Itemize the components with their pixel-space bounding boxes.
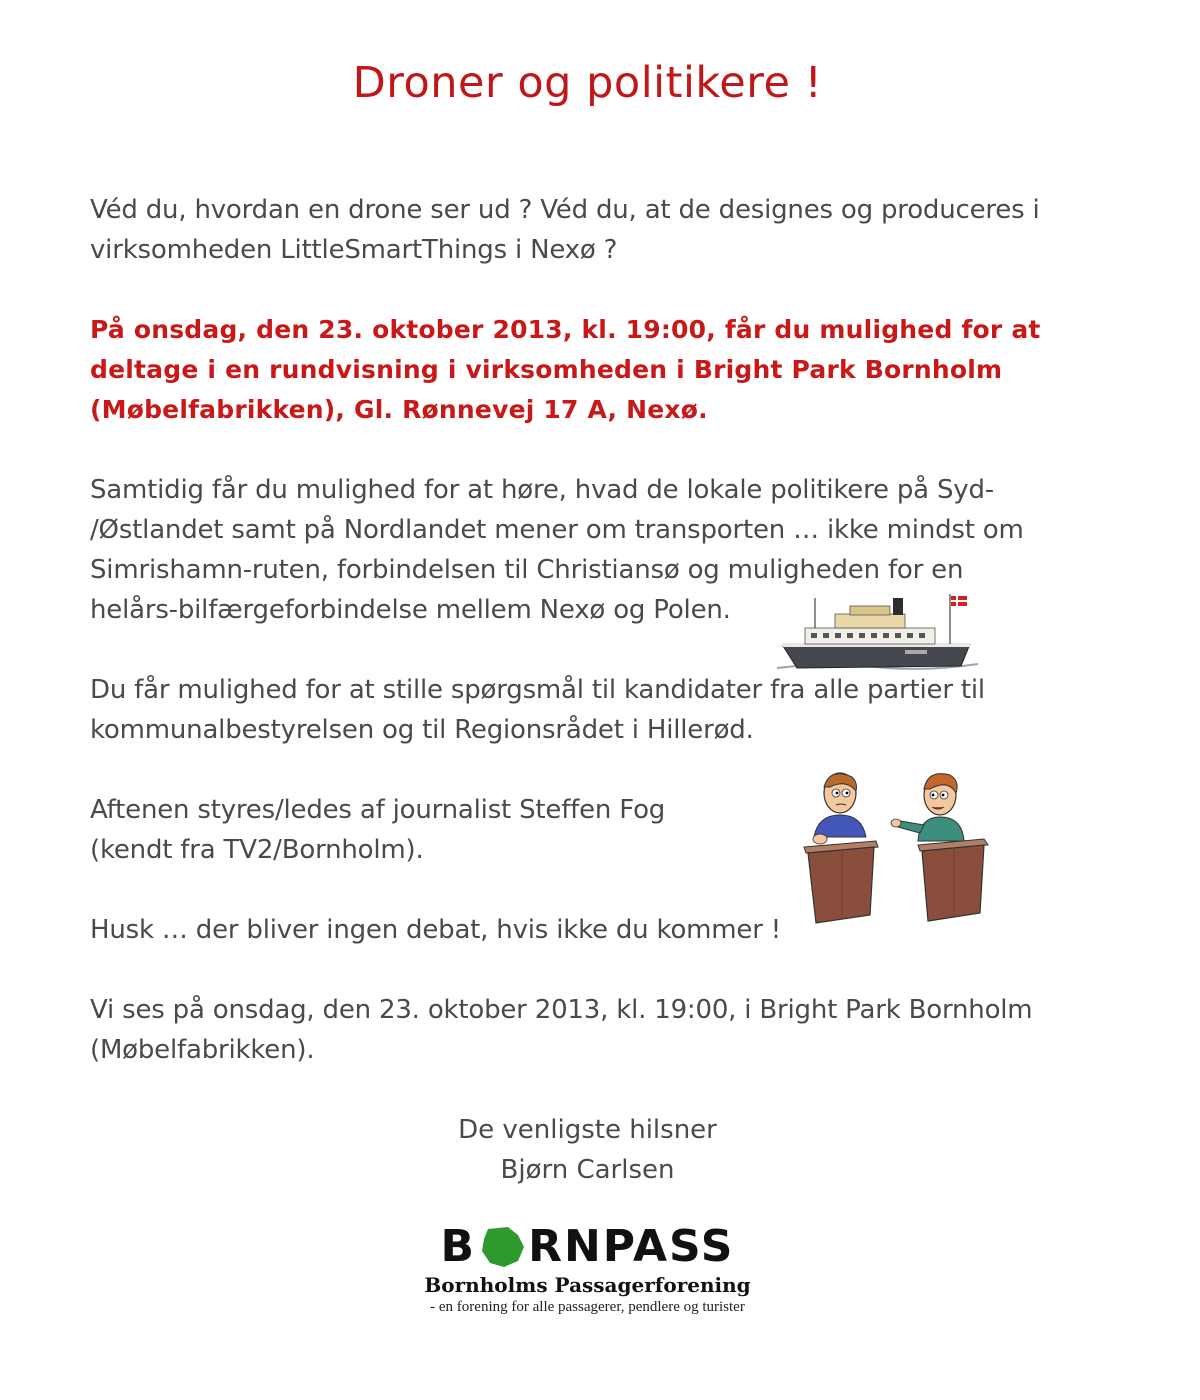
politics-line: helårs-bilfærgeforbindelse mellem Nexø og Polen. (90, 595, 731, 625)
closing-line: Vi ses på onsdag, den 23. oktober 2013, kl. 19:00, i Bright Park Bornholm (90, 995, 1033, 1025)
politics-line: Simrishamn-ruten, forbindelsen til Christiansø og muligheden for en (90, 555, 964, 585)
logo-letters-rnpass: RNPASS (528, 1221, 735, 1272)
questions-paragraph (90, 670, 1100, 750)
moderator-line: (kendt fra TV2/Bornholm). (90, 835, 424, 865)
event-line: deltage i en rundvisning i virksomheden i Bright Park Bornholm (90, 355, 1003, 384)
logo-tagline: - en forening for alle passagerer, pendlere og turister (430, 1299, 745, 1315)
moderator-line: Aftenen styres/ledes af journalist Steffen Fog (90, 795, 666, 825)
reminder-line: Husk … der bliver ingen debat, hvis ikke du kommer ! (90, 915, 781, 945)
closing-line: (Møbelfabrikken). (90, 1035, 315, 1065)
page-title: Droner og politikere ! (352, 58, 823, 108)
event-paragraph (90, 310, 1100, 430)
logo-letter-b: B (440, 1221, 477, 1272)
event-line: (Møbelfabrikken), Gl. Rønnevej 17 A, Nexø. (90, 395, 708, 424)
event-line: På onsdag, den 23. oktober 2013, kl. 19:00, får du mulighed for at (90, 315, 1041, 344)
signoff-greeting: De venligste hilsner (458, 1115, 717, 1145)
ferry-illustration (775, 588, 980, 678)
signoff (0, 1110, 1175, 1190)
intro-paragraph (90, 190, 1100, 270)
questions-line: Du får mulighed for at stille spørgsmål til kandidater fra alle partier til (90, 675, 985, 705)
logo-subtitle: Bornholms Passagerforening (424, 1273, 751, 1297)
bornholm-island-icon (478, 1225, 526, 1269)
logo-wordmark (440, 1221, 735, 1272)
politics-line: /Østlandet samt på Nordlandet mener om transporten … ikke mindst om (90, 515, 1024, 545)
closing-paragraph (90, 990, 1100, 1070)
signoff-name: Bjørn Carlsen (500, 1155, 675, 1185)
bornpass-logo (0, 1221, 1175, 1316)
questions-line: kommunalbestyrelsen og til Regionsrådet i Hillerød. (90, 715, 754, 745)
intro-line: Véd du, hvordan en drone ser ud ? Véd du, at de designes og produceres i (90, 195, 1040, 225)
debate-illustration (800, 765, 1010, 930)
intro-line: virksomheden LittleSmartThings i Nexø ? (90, 235, 618, 265)
politics-line: Samtidig får du mulighed for at høre, hvad de lokale politikere på Syd- (90, 475, 994, 505)
